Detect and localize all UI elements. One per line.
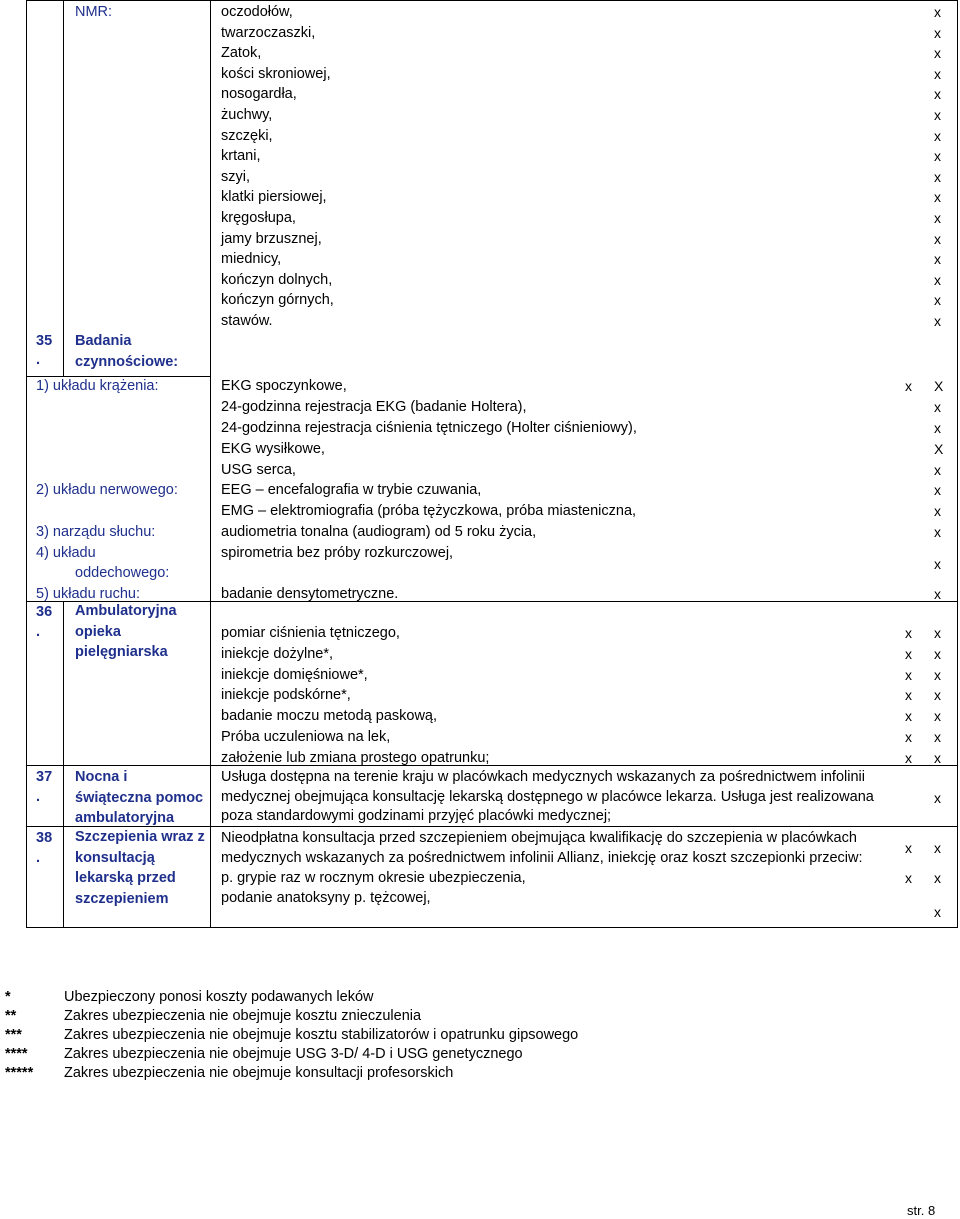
group-item-mark: x xyxy=(934,524,941,540)
group-item-mark: X xyxy=(934,441,944,457)
nmr-label: NMR: xyxy=(75,4,113,20)
group-item-mark: x xyxy=(934,462,941,478)
nursing-item: iniekcje domięśniowe*, xyxy=(221,666,368,683)
nmr-item-mark: x xyxy=(934,24,941,41)
nmr-item-mark: x xyxy=(934,127,941,144)
nmr-item: szyi, xyxy=(221,168,250,185)
nursing-item: Próba uczuleniowa na lek, xyxy=(221,729,391,745)
vaccination-description-mark: x xyxy=(905,840,912,856)
nursing-item-mark: x xyxy=(934,708,941,725)
vaccination-description: medycznych wskazanych za pośrednictwem infolinii Allianz, iniekcję oraz koszt szczepionki przeciw: xyxy=(221,849,863,866)
group-item: spirometria bez próby rozkurczowej, xyxy=(221,545,454,561)
section-title: opieka xyxy=(75,623,121,640)
nmr-item-mark: x xyxy=(934,251,941,268)
service-mark: x xyxy=(934,790,941,806)
nmr-item: nosogardła, xyxy=(221,86,297,103)
nursing-item-mark: x xyxy=(905,687,912,704)
footnote-text: Zakres ubezpieczenia nie obejmuje kosztu znieczulenia xyxy=(64,1008,422,1024)
nmr-item: klatki piersiowej, xyxy=(221,189,327,206)
group-item-mark: x xyxy=(934,420,941,436)
vaccination-item-mark: x xyxy=(934,904,941,920)
section-title: świąteczna pomoc xyxy=(75,789,204,806)
table-rule-35 xyxy=(26,376,210,377)
section-number-dot: . xyxy=(36,352,41,368)
nmr-item: jamy brzusznej, xyxy=(221,230,322,247)
group-item-mark: x xyxy=(934,482,941,498)
section-number: 36 xyxy=(36,604,53,620)
table-border-bottom xyxy=(26,927,958,928)
group-label: oddechowego: xyxy=(75,565,170,581)
nmr-item: kręgosłupa, xyxy=(221,210,296,226)
footnote-symbol: *** xyxy=(5,1027,22,1043)
group-item: 24-godzinna rejestracja EKG (badanie Holtera), xyxy=(221,399,527,415)
footnote-symbol: * xyxy=(5,989,11,1005)
vaccination-item: podanie anatoksyny p. tężcowej, xyxy=(221,890,431,906)
group-item-mark: x xyxy=(905,378,912,394)
section-title: Nocna i xyxy=(75,769,128,785)
nmr-item-mark: x xyxy=(934,313,941,329)
vaccination-item: p. grypie raz w rocznym okresie ubezpieczenia, xyxy=(221,870,526,886)
section-title: Szczepienia wraz z xyxy=(75,829,205,845)
section-number: 37 xyxy=(36,769,53,785)
group-item: EKG spoczynkowe, xyxy=(221,378,347,394)
group-item: EMG – elektromiografia (próba tężyczkowa, próba miasteniczna, xyxy=(221,503,637,519)
footnote-symbol: ** xyxy=(5,1008,17,1024)
group-item-mark: x xyxy=(934,503,941,519)
nmr-item: krtani, xyxy=(221,148,261,165)
nmr-item-mark: x xyxy=(934,45,941,62)
group-item-mark: x xyxy=(934,556,941,572)
vaccination-description: Nieodpłatna konsultacja przed szczepieniem obejmująca kwalifikację do szczepienia w placówkach xyxy=(221,830,857,846)
group-item: USG serca, xyxy=(221,462,296,478)
vaccination-description-mark: x xyxy=(934,840,941,856)
nmr-item-mark: x xyxy=(934,230,941,247)
nmr-item: Zatok, xyxy=(221,45,262,62)
group-item: 24-godzinna rejestracja ciśnienia tętniczego (Holter ciśnieniowy), xyxy=(221,420,637,436)
table-border-top xyxy=(26,0,958,1)
group-label: 3) narządu słuchu: xyxy=(36,524,156,540)
nmr-item: kończyn dolnych, xyxy=(221,271,333,288)
table-rule-36 xyxy=(26,601,958,602)
vaccination-item-mark: x xyxy=(905,870,912,886)
nmr-item: kończyn górnych, xyxy=(221,292,334,309)
footnote-symbol: **** xyxy=(5,1046,28,1062)
section-title: czynnościowe: xyxy=(75,354,179,370)
nmr-item-mark: x xyxy=(934,292,941,309)
table-border-left xyxy=(26,0,27,928)
nursing-item-mark: x xyxy=(934,749,941,766)
group-item-mark: X xyxy=(934,378,944,394)
nursing-item-mark: x xyxy=(934,645,941,662)
nursing-item-mark: x xyxy=(934,729,941,745)
table-border-right xyxy=(957,0,958,928)
nmr-item-mark: x xyxy=(934,271,941,288)
nmr-item-mark: x xyxy=(934,107,941,123)
nmr-item: miednicy, xyxy=(221,251,282,268)
service-description: poza standardowymi godzinami przyjęć placówki medycznej; xyxy=(221,808,612,824)
group-item-mark: x xyxy=(934,399,941,415)
section-number-dot: . xyxy=(36,850,41,866)
footnote-text: Zakres ubezpieczenia nie obejmuje kosztu stabilizatorów i opatrunku gipsowego xyxy=(64,1027,579,1043)
group-label: 1) układu krążenia: xyxy=(36,378,159,394)
nursing-item: badanie moczu metodą paskową, xyxy=(221,708,438,725)
table-rule-37 xyxy=(26,765,958,766)
nursing-item: iniekcje podskórne*, xyxy=(221,687,351,704)
nursing-item-mark: x xyxy=(934,666,941,683)
nmr-item-mark: x xyxy=(934,189,941,206)
nursing-item-mark: x xyxy=(934,687,941,704)
section-number: 35 xyxy=(36,333,53,349)
group-label: 5) układu ruchu: xyxy=(36,586,140,602)
section-title: Badania xyxy=(75,333,132,349)
page-number: str. 8 xyxy=(907,1203,936,1218)
group-label: 4) układu xyxy=(36,545,96,561)
nmr-item: twarzoczaszki, xyxy=(221,24,316,41)
nursing-item-mark: x xyxy=(934,625,941,641)
nmr-item-mark: x xyxy=(934,210,941,226)
nmr-item: żuchwy, xyxy=(221,107,273,123)
group-item: EEG – encefalografia w trybie czuwania, xyxy=(221,482,482,498)
table-divider-2 xyxy=(210,0,211,928)
section-title: szczepieniem xyxy=(75,890,169,907)
nursing-item-mark: x xyxy=(905,729,912,745)
section-title: Ambulatoryjna xyxy=(75,603,177,619)
nmr-item-mark: x xyxy=(934,65,941,82)
section-title: ambulatoryjna xyxy=(75,810,175,826)
nmr-item-mark: x xyxy=(934,168,941,185)
vaccination-item-mark: x xyxy=(934,870,941,886)
section-number-dot: . xyxy=(36,624,41,640)
nursing-item-mark: x xyxy=(905,645,912,662)
footnote-text: Zakres ubezpieczenia nie obejmuje USG 3-D/ 4-D i USG genetycznego xyxy=(64,1046,523,1062)
section-title: lekarską przed xyxy=(75,870,176,886)
group-item-mark: x xyxy=(934,586,941,602)
footnote-text: Ubezpieczony ponosi koszty podawanych leków xyxy=(64,989,374,1005)
section-title: pielęgniarska xyxy=(75,644,168,660)
section-number-dot: . xyxy=(36,789,41,805)
service-description: Usługa dostępna na terenie kraju w placówkach medycznych wskazanych za pośrednictwem infolinii xyxy=(221,769,865,785)
nursing-item-mark: x xyxy=(905,749,912,766)
nursing-item: pomiar ciśnienia tętniczego, xyxy=(221,625,400,641)
group-item: badanie densytometryczne. xyxy=(221,586,399,602)
nursing-item: iniekcje dożylne*, xyxy=(221,645,334,662)
group-item: EKG wysiłkowe, xyxy=(221,441,325,457)
section-title: konsultacją xyxy=(75,849,155,866)
nursing-item-mark: x xyxy=(905,625,912,641)
nmr-item-mark: x xyxy=(934,86,941,103)
nursing-item-mark: x xyxy=(905,708,912,725)
nmr-item-mark: x xyxy=(934,4,941,20)
nmr-item: stawów. xyxy=(221,313,273,329)
nmr-item-mark: x xyxy=(934,148,941,165)
nursing-item-mark: x xyxy=(905,666,912,683)
nmr-item: kości skroniowej, xyxy=(221,65,331,82)
footnote-symbol: ***** xyxy=(5,1065,34,1081)
nmr-item: szczęki, xyxy=(221,127,273,144)
group-item: audiometria tonalna (audiogram) od 5 roku życia, xyxy=(221,524,537,540)
service-description: medycznej obejmująca konsultację lekarską dostępnego w placówce lekarza. Usługa jest realizowana xyxy=(221,788,874,805)
group-label: 2) układu nerwowego: xyxy=(36,482,178,498)
footnote-text: Zakres ubezpieczenia nie obejmuje konsultacji profesorskich xyxy=(64,1065,454,1081)
nursing-item: założenie lub zmiana prostego opatrunku; xyxy=(221,749,490,766)
table-divider-1 xyxy=(63,0,64,376)
section-number: 38 xyxy=(36,830,53,846)
nmr-item: oczodołów, xyxy=(221,4,293,20)
